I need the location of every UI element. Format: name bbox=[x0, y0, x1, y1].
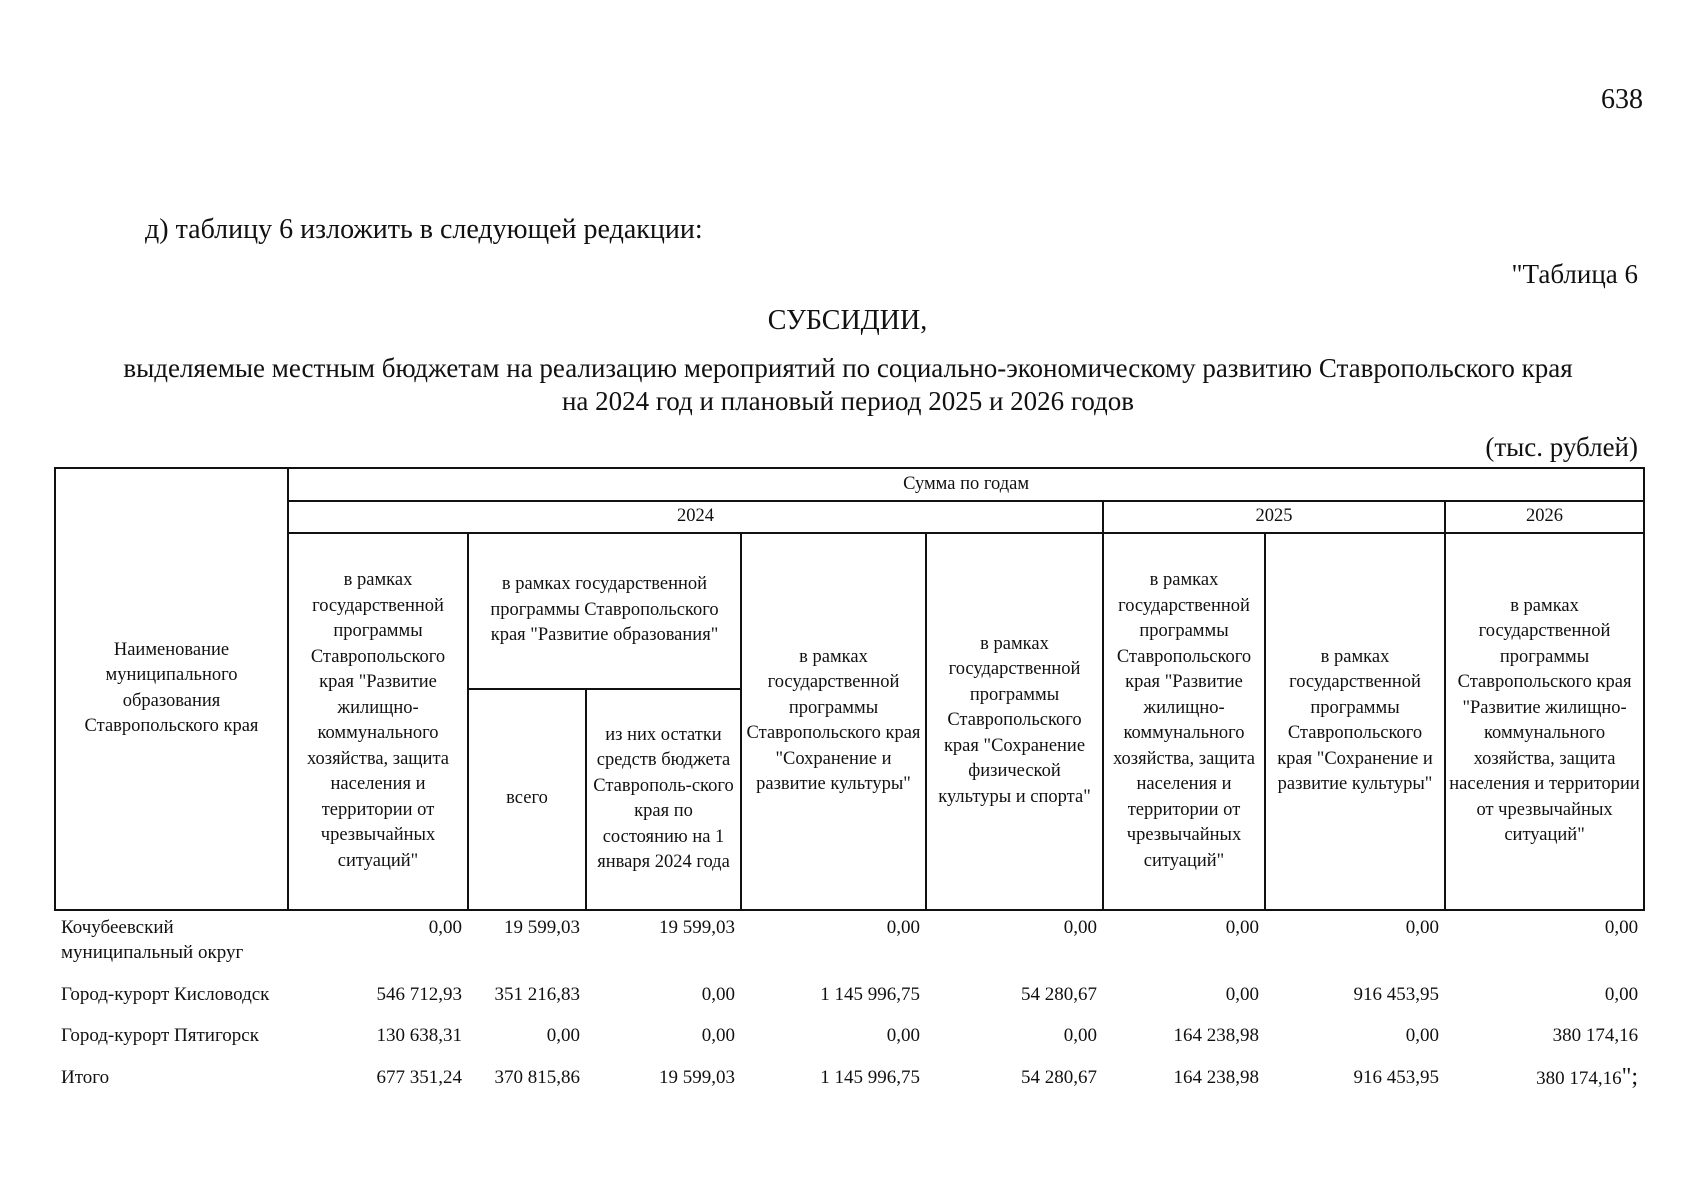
row-value: 0,00 bbox=[701, 1025, 735, 1046]
header-education-remainder: из них остатки средств бюджета Ставрополь-ского края по состоянию на 1 января 2024 года bbox=[586, 689, 741, 910]
total-value: 677 351,24 bbox=[376, 1066, 462, 1088]
row-value: 0,00 bbox=[701, 983, 735, 1005]
header-year-2026: 2026 bbox=[1445, 501, 1644, 533]
subsidies-table bbox=[54, 467, 1645, 1099]
row-value: 0,00 bbox=[428, 916, 462, 938]
row-value: 916 453,95 bbox=[1353, 983, 1439, 1005]
header-municipality: Наименование муниципального образования Ставропольского края bbox=[55, 468, 288, 910]
header-2024-culture: в рамках государственной программы Ставропольского края "Сохранение и развитие культуры" bbox=[741, 533, 926, 910]
table-row bbox=[55, 1015, 1644, 1057]
table-row bbox=[55, 974, 1644, 1016]
row-value: 0,00 bbox=[1063, 1025, 1097, 1046]
row-municipality: Город-курорт Кисловодск bbox=[61, 983, 270, 1005]
total-value: 370 815,86 bbox=[494, 1066, 580, 1088]
header-2024-sport: в рамках государственной программы Ставропольского края "Сохранение физической культуры и спорта" bbox=[926, 533, 1103, 910]
units-label: (тыс. рублей) bbox=[1485, 432, 1638, 462]
row-municipality: Кочубеевский муниципальный округ bbox=[61, 916, 244, 963]
row-municipality: Город-курорт Пятигорск bbox=[61, 1025, 259, 1046]
row-value: 0,00 bbox=[546, 1025, 580, 1046]
row-value: 19 599,03 bbox=[504, 916, 580, 938]
row-value: 0,00 bbox=[1604, 916, 1639, 938]
row-value: 0,00 bbox=[1063, 916, 1097, 938]
row-value: 54 280,67 bbox=[1021, 983, 1097, 1005]
row-value: 19 599,03 bbox=[659, 916, 735, 938]
row-value: 546 712,93 bbox=[376, 983, 462, 1005]
header-education-total: всего bbox=[468, 689, 586, 910]
row-value: 0,00 bbox=[1405, 1025, 1439, 1046]
row-value: 130 638,31 bbox=[376, 1025, 462, 1046]
document-title: СУБСИДИИ, bbox=[767, 305, 928, 336]
total-row bbox=[55, 1057, 1644, 1100]
row-value: 0,00 bbox=[1225, 916, 1259, 938]
header-sum-by-years: Сумма по годам bbox=[288, 468, 1644, 501]
row-value: 1 145 996,75 bbox=[820, 983, 920, 1005]
header-2025-housing: в рамках государственной программы Ставропольского края "Развитие жилищно-коммунального хозяйства, защита населения и территории от чрезвычайных ситуаций" bbox=[1103, 533, 1265, 910]
row-value: 351 216,83 bbox=[494, 983, 580, 1005]
header-2025-culture: в рамках государственной программы Ставропольского края "Сохранение и развитие культуры" bbox=[1265, 533, 1445, 910]
header-year-2024: 2024 bbox=[288, 501, 1103, 533]
document-subtitle: выделяемые местным бюджетам на реализацию мероприятий по социально-экономическому развитию Ставропольского края на 2024 год и плановый период 2025 и 2026 годов bbox=[123, 353, 1573, 416]
total-value: 380 174,16 bbox=[1536, 1067, 1622, 1089]
header-2024-education: в рамках государственной программы Ставропольского края "Развитие образования" bbox=[468, 533, 741, 689]
page-number: 638 bbox=[1601, 84, 1643, 115]
table-row bbox=[55, 910, 1644, 974]
total-value: 19 599,03 bbox=[659, 1066, 735, 1088]
total-value: 54 280,67 bbox=[1021, 1066, 1097, 1088]
total-label: Итого bbox=[61, 1066, 110, 1088]
header-2024-housing: в рамках государственной программы Ставропольского края "Развитие жилищно-коммунального хозяйства, защита населения и территории от чрезвычайных ситуаций" bbox=[288, 533, 468, 910]
row-value: 0,00 bbox=[886, 916, 920, 938]
row-value: 0,00 bbox=[1405, 916, 1439, 938]
header-2026-housing: в рамках государственной программы Ставропольского края "Развитие жилищно-коммунального хозяйства, защита населения и территории от чрезвычайных ситуаций" bbox=[1445, 533, 1644, 910]
row-value: 0,00 bbox=[886, 1025, 920, 1046]
row-value: 0,00 bbox=[1225, 983, 1259, 1005]
total-value: 1 145 996,75 bbox=[820, 1066, 920, 1088]
total-value: 916 453,95 bbox=[1353, 1066, 1439, 1088]
intro-text: д) таблицу 6 изложить в следующей редакции: bbox=[145, 214, 703, 245]
total-value-last bbox=[1445, 1057, 1644, 1100]
header-year-2025: 2025 bbox=[1103, 501, 1445, 533]
table-label: "Таблица 6 bbox=[1511, 259, 1638, 289]
closing-quote-mark: "; bbox=[1621, 1063, 1639, 1090]
row-value: 164 238,98 bbox=[1173, 1025, 1259, 1046]
row-value: 380 174,16 bbox=[1552, 1025, 1639, 1046]
row-value: 0,00 bbox=[1604, 983, 1639, 1005]
total-value: 164 238,98 bbox=[1173, 1066, 1259, 1088]
